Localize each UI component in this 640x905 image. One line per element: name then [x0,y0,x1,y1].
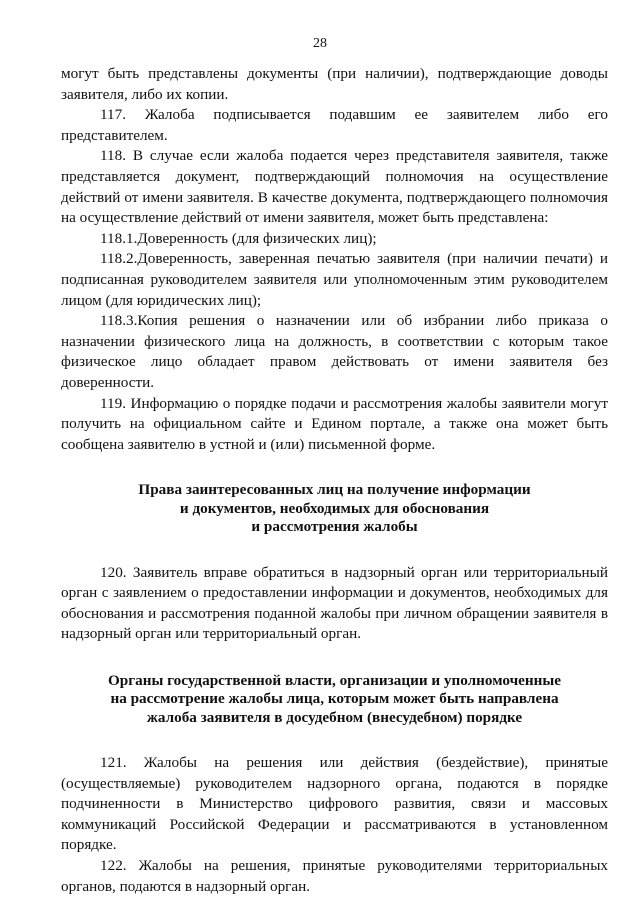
paragraph-118-3: 118.3.Копия решения о назначении или об избрании либо приказа о назначении физического лица на должность, в соответствии с которым такое физическое лицо обладает правом действовать от имени заявителя без доверенности. [61,312,608,391]
heading-line: жалоба заявителя в досудебном (внесудебном) порядке [146,708,523,726]
heading-line: на рассмотрение жалобы лица, которым может быть направлена [110,690,559,708]
paragraph-121: 121. Жалобы на решения или действия (бездействие), принятые (осуществляемые) руководителем надзорного органа, подаются в порядке подчиненности в Министерство цифрового развития, связи и массовых коммуникаций Российской Федерации и рассматриваются в установленном порядке. [61,754,608,854]
paragraph-118-2: 118.2.Доверенность, заверенная печатью заявителя (при наличии печати) и подписанная руководителем заявителя или уполномоченным этим руководителем лицом (для юридических лиц); [61,250,608,309]
paragraph-118-1: 118.1.Доверенность (для физических лиц); [100,229,377,247]
heading-line: Органы государственной власти, организации и уполномоченные [107,671,561,689]
heading-line: и документов, необходимых для обоснования [179,499,490,517]
section-heading-authorities [61,672,608,727]
document-body [61,64,608,897]
heading-line: Права заинтересованных лиц на получение информации [138,481,531,499]
paragraph-122: 122. Жалобы на решения, принятые руководителями территориальных органов, подаются в надзорный орган. [61,857,608,895]
section-heading-rights [61,481,608,536]
paragraph-120: 120. Заявитель вправе обратиться в надзорный орган или территориальный орган с заявлением о предоставлении информации и документов, необходимых для обоснования и рассмотрения поданной жалобы при личном обращении заявителя в надзорный орган или территориальный орган. [61,563,608,643]
page-number: 28 [313,36,327,51]
paragraph-118: 118. В случае если жалоба подается через представителя заявителя, также представляется документ, подтверждающий полномочия на осуществление действий от имени заявителя. В качестве документа, подтверждающего полномочия на осуществление действий от имени заявителя, может быть представлена: [61,147,608,227]
paragraph-continuation: могут быть представлены документы (при наличии), подтверждающие доводы заявителя, либо их копии. [61,65,608,103]
paragraph-117: 117. Жалоба подписывается подавшим ее заявителем либо его представителем. [61,106,608,144]
paragraph-119: 119. Информацию о порядке подачи и рассмотрения жалобы заявители могут получить на официальном сайте и Едином портале, а также она может быть сообщена заявителю в устной и (или) письменной форме. [61,394,608,453]
heading-line: и рассмотрения жалобы [251,518,418,536]
